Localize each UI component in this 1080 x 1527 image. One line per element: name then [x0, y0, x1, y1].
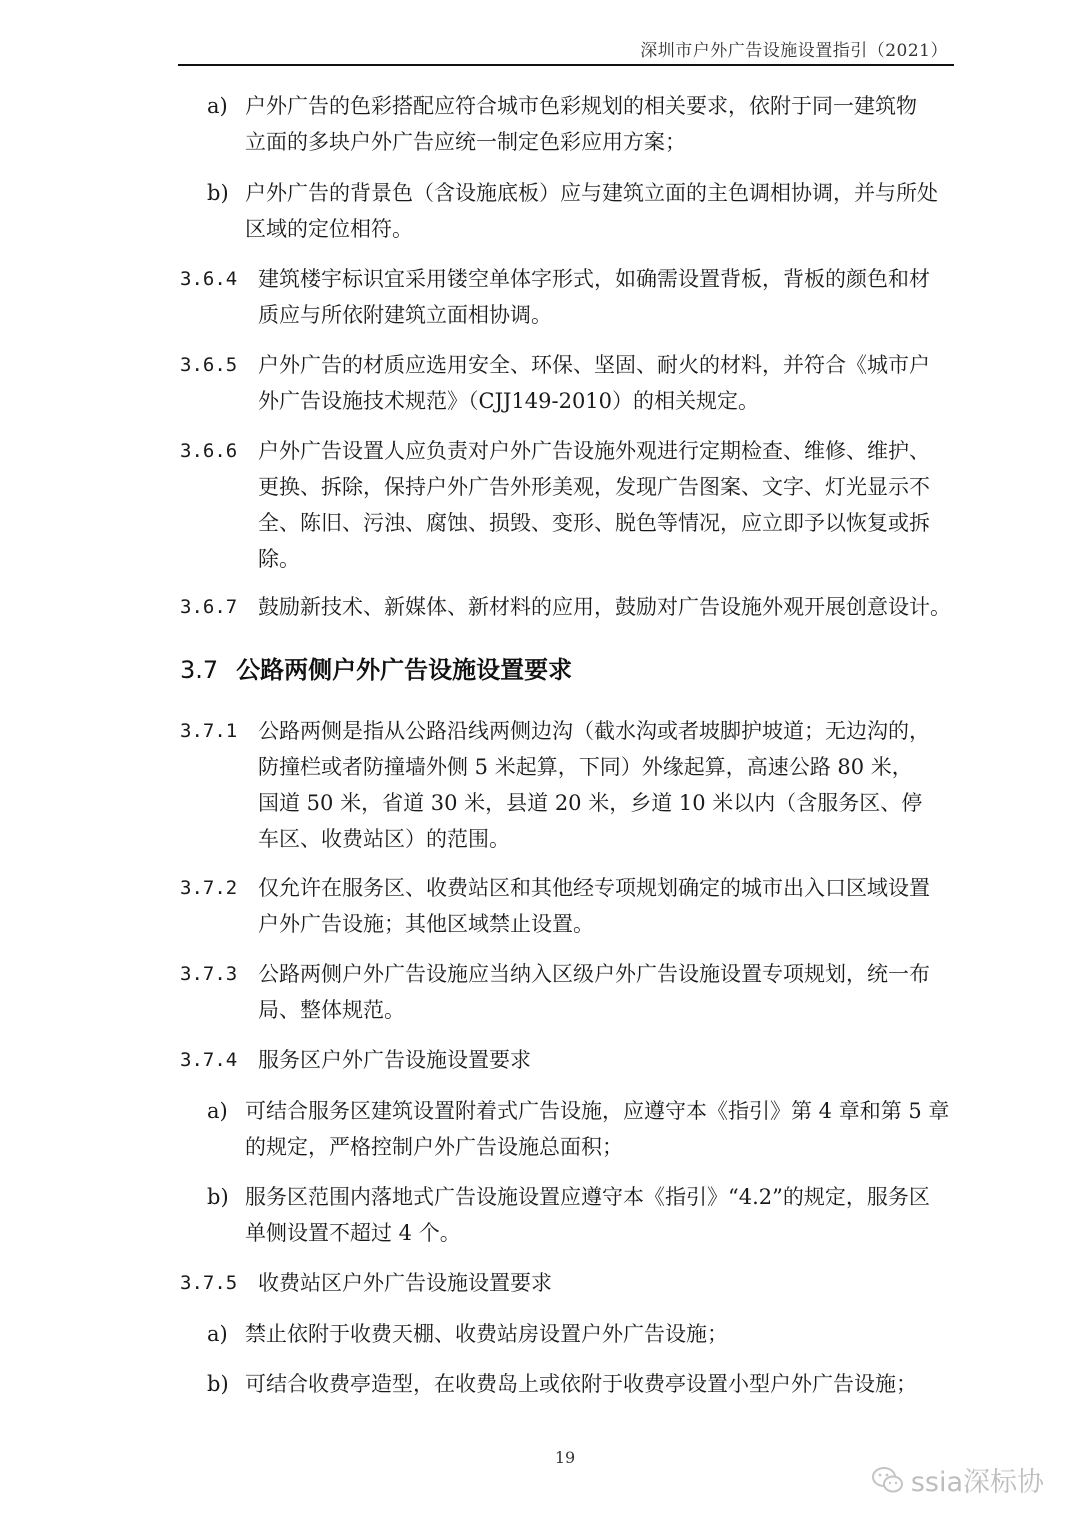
clause-text	[258, 261, 930, 333]
text-line: 建筑楼宇标识宜采用镂空单体字形式，如确需设置背板，背板的颜色和材	[258, 267, 930, 291]
text-line: 服务区范围内落地式广告设施设置应遵守本《指引》“4.2”的规定，服务区	[245, 1185, 930, 1209]
item-text	[245, 1366, 917, 1402]
wechat-icon	[871, 1465, 905, 1495]
item-text	[245, 1179, 930, 1251]
item-label: a)	[207, 1322, 228, 1346]
text-line: 户外广告的材质应选用安全、环保、坚固、耐火的材料，并符合《城市户	[258, 353, 930, 377]
clause-text	[258, 956, 930, 1028]
item-label: b)	[207, 1185, 229, 1209]
text-line: 户外广告设置人应负责对户外广告设施外观进行定期检查、维修、维护、	[258, 439, 930, 463]
item-label: b)	[207, 181, 229, 205]
clause-number: 3.7.1	[180, 720, 238, 742]
text-line: 单侧设置不超过 4 个。	[245, 1221, 461, 1245]
text-line: 全、陈旧、污浊、腐蚀、损毁、变形、脱色等情况，应立即予以恢复或拆	[258, 511, 930, 535]
text-line: 服务区户外广告设施设置要求	[258, 1048, 531, 1072]
text-line: 车区、收费站区）的范围。	[258, 827, 510, 851]
section-number: 3.7	[180, 656, 219, 684]
clause-number: 3.7.5	[180, 1272, 238, 1294]
clause-number: 3.6.7	[180, 596, 238, 618]
text-line: 的规定，严格控制户外广告设施总面积；	[245, 1135, 623, 1159]
clause-text	[258, 1042, 531, 1078]
watermark	[871, 1460, 1044, 1499]
item-label: a)	[207, 94, 228, 118]
item-text	[245, 1316, 728, 1352]
text-line: 户外广告的色彩搭配应符合城市色彩规划的相关要求，依附于同一建筑物	[245, 94, 917, 118]
text-line: 防撞栏或者防撞墙外侧 5 米起算，下同）外缘起算，高速公路 80 米，	[258, 755, 913, 779]
text-line: 质应与所依附建筑立面相协调。	[258, 303, 552, 327]
clause-text	[258, 347, 930, 419]
text-line: 区域的定位相符。	[245, 217, 413, 241]
clause-number: 3.6.5	[180, 354, 238, 376]
text-line: 国道 50 米，省道 30 米，县道 20 米，乡道 10 米以内（含服务区、停	[258, 791, 923, 815]
text-line: 公路两侧是指从公路沿线两侧边沟（截水沟或者坡脚护坡道；无边沟的，	[258, 719, 930, 743]
text-line: 可结合服务区建筑设置附着式广告设施，应遵守本《指引》第 4 章和第 5 章	[245, 1099, 950, 1123]
text-line: 公路两侧户外广告设施应当纳入区级户外广告设施设置专项规划，统一布	[258, 962, 930, 986]
text-line: 除。	[258, 547, 300, 571]
clause-text	[258, 433, 930, 577]
clause-number: 3.7.3	[180, 963, 238, 985]
clause-number: 3.7.4	[180, 1049, 238, 1071]
clause-text	[258, 589, 951, 625]
text-line: 更换、拆除，保持户外广告外形美观，发现广告图案、文字、灯光显示不	[258, 475, 930, 499]
text-line: 可结合收费亭造型，在收费岛上或依附于收费亭设置小型户外广告设施；	[245, 1372, 917, 1396]
clause-text	[258, 870, 930, 942]
text-line: 收费站区户外广告设施设置要求	[258, 1271, 552, 1295]
item-text	[245, 1093, 949, 1165]
item-label: a)	[207, 1099, 228, 1123]
clause-number: 3.6.6	[180, 440, 238, 462]
page-number: 19	[554, 1448, 576, 1467]
text-line: 局、整体规范。	[258, 998, 405, 1022]
clause-text	[258, 1265, 552, 1301]
clause-number: 3.6.4	[180, 268, 238, 290]
item-text	[245, 175, 938, 247]
header-rule	[178, 64, 954, 66]
clause-number: 3.7.2	[180, 877, 238, 899]
text-line: 鼓励新技术、新媒体、新材料的应用，鼓励对广告设施外观开展创意设计。	[258, 595, 951, 619]
text-line: 外广告设施技术规范》（CJJ149-2010）的相关规定。	[258, 389, 760, 413]
text-line: 禁止依附于收费天棚、收费站房设置户外广告设施；	[245, 1322, 728, 1346]
text-line: 立面的多块户外广告应统一制定色彩应用方案；	[245, 130, 686, 154]
item-label: b)	[207, 1372, 229, 1396]
section-title: 公路两侧户外广告设施设置要求	[236, 656, 573, 684]
clause-text	[258, 713, 930, 857]
text-line: 户外广告设施；其他区域禁止设置。	[258, 912, 594, 936]
watermark-text: ssia深标协	[910, 1467, 1044, 1498]
section-heading	[180, 652, 572, 688]
item-text	[245, 88, 917, 160]
text-line: 仅允许在服务区、收费站区和其他经专项规划确定的城市出入口区域设置	[258, 876, 930, 900]
running-header: 深圳市户外广告设施设置指引（2021）	[640, 41, 948, 61]
text-line: 户外广告的背景色（含设施底板）应与建筑立面的主色调相协调，并与所处	[245, 181, 938, 205]
